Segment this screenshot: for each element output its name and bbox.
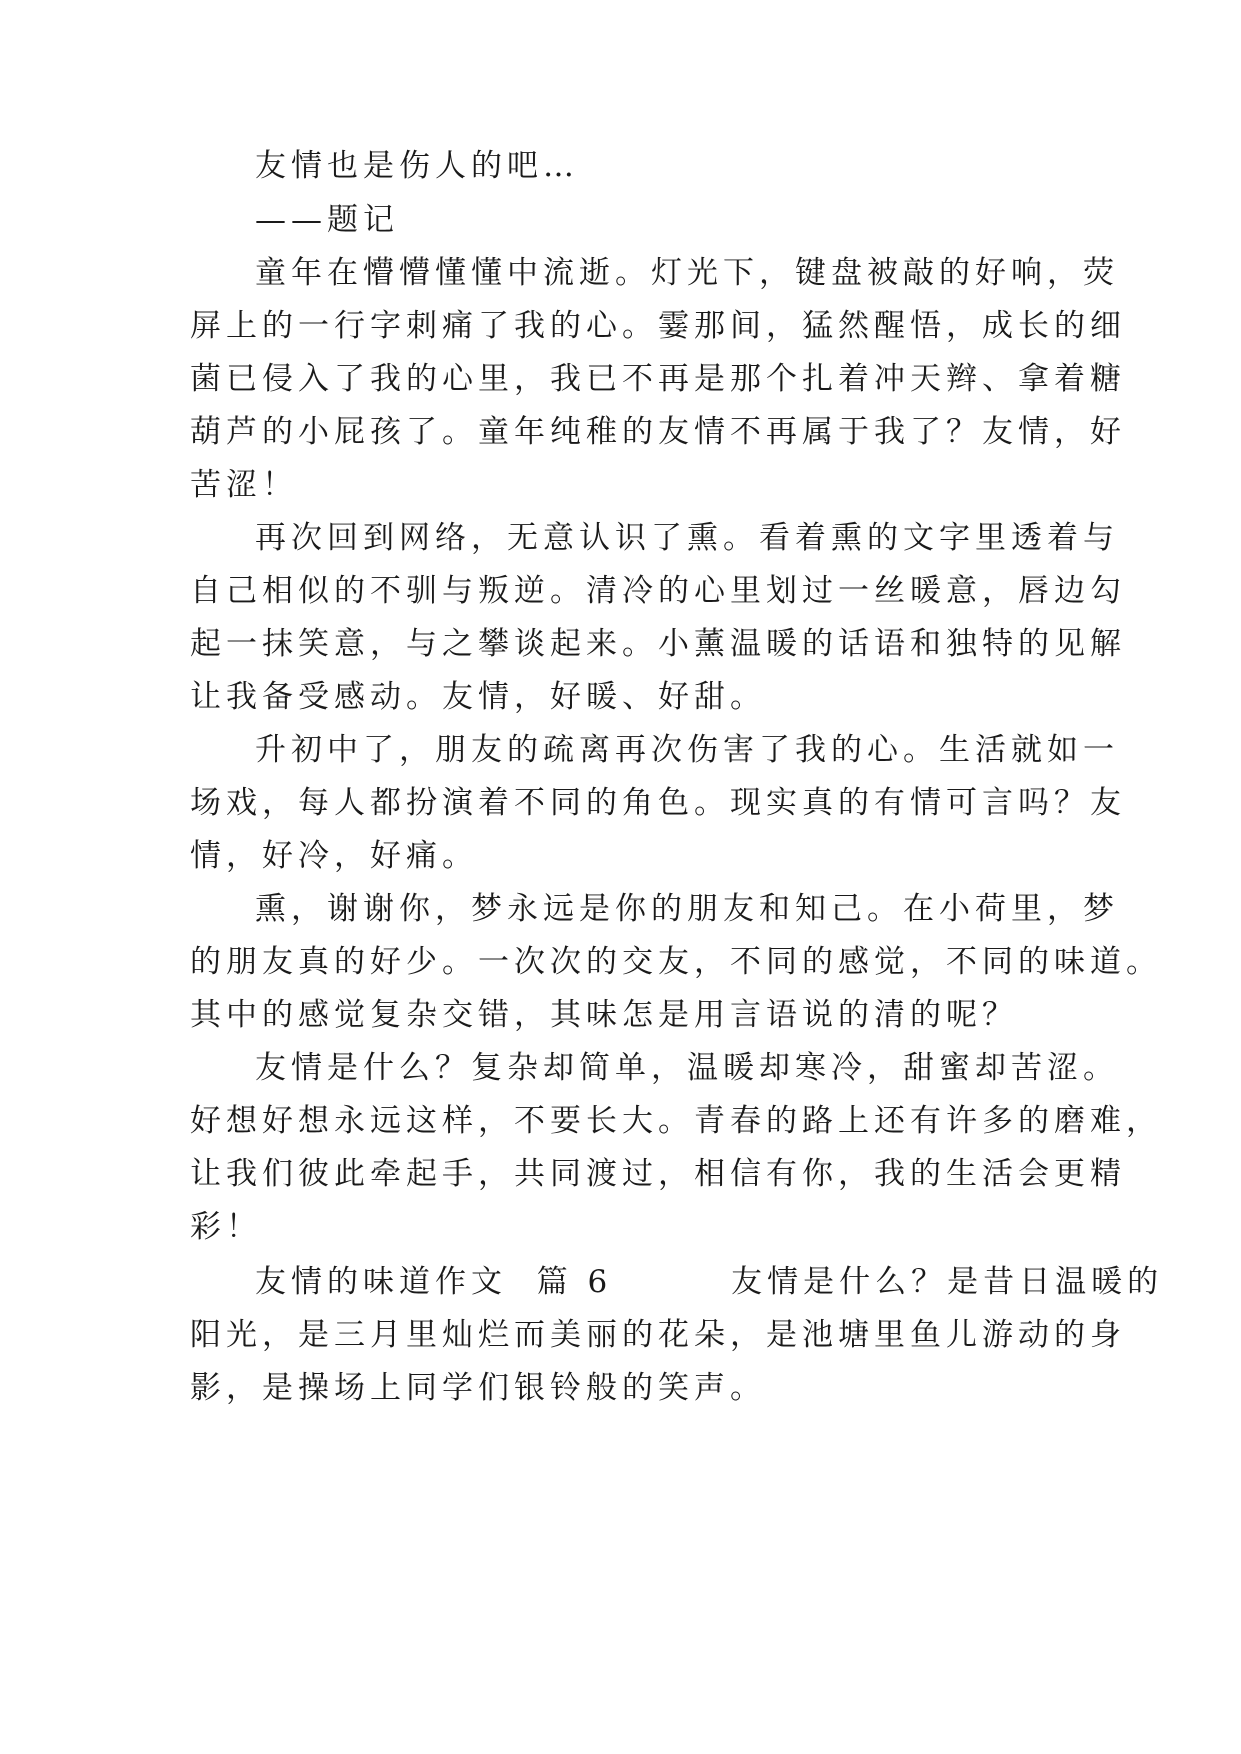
text-line: 童年在懵懵懂懂中流逝。灯光下，键盘被敲的好响，荧 (255, 255, 1119, 291)
text-line: 让我们彼此牵起手，共同渡过，相信有你，我的生活会更精 (190, 1156, 1126, 1192)
text-line: 彩！ (190, 1209, 262, 1245)
text-line: 阳光，是三月里灿烂而美丽的花朵，是池塘里鱼儿游动的身 (190, 1317, 1126, 1353)
text-line: 场戏，每人都扮演着不同的角色。现实真的有情可言吗？友 (190, 785, 1126, 821)
text-line: 熏，谢谢你，梦永远是你的朋友和知己。在小荷里，梦 (255, 891, 1119, 927)
text-line: 屏上的一行字刺痛了我的心。霎那间，猛然醒悟，成长的细 (190, 308, 1126, 344)
text-line: 友情是什么？复杂却简单，温暖却寒冷，甜蜜却苦涩。 (255, 1050, 1119, 1086)
text-line: 影，是操场上同学们银铃般的笑声。 (190, 1370, 766, 1406)
text-line: 自己相似的不驯与叛逆。清冷的心里划过一丝暖意，唇边勾 (190, 573, 1126, 609)
text-line: 友情的味道作文 篇 6 友情是什么？是昔日温暖的 (255, 1264, 1164, 1300)
text-line: 苦涩！ (190, 467, 298, 503)
text-line: 菌已侵入了我的心里，我已不再是那个扎着冲天辫、拿着糖 (190, 361, 1126, 397)
text-line: 好想好想永远这样，不要长大。青春的路上还有许多的磨难， (190, 1103, 1162, 1139)
text-line: 的朋友真的好少。一次次的交友，不同的感觉，不同的味道。 (190, 944, 1162, 980)
text-line: 让我备受感动。友情，好暖、好甜。 (190, 679, 766, 715)
text-line: 升初中了，朋友的疏离再次伤害了我的心。生活就如一 (255, 732, 1119, 768)
text-line: ——题记 (255, 202, 399, 238)
text-line: 起一抹笑意，与之攀谈起来。小薰温暖的话语和独特的见解 (190, 626, 1126, 662)
text-line: 再次回到网络，无意认识了熏。看着熏的文字里透着与 (255, 520, 1119, 556)
text-line: 友情也是伤人的吧… (255, 148, 579, 184)
text-line: 其中的感觉复杂交错，其味怎是用言语说的清的呢？ (190, 997, 1018, 1033)
text-line: 情，好冷，好痛。 (190, 838, 478, 874)
text-line: 葫芦的小屁孩了。童年纯稚的友情不再属于我了？友情，好 (190, 414, 1126, 450)
